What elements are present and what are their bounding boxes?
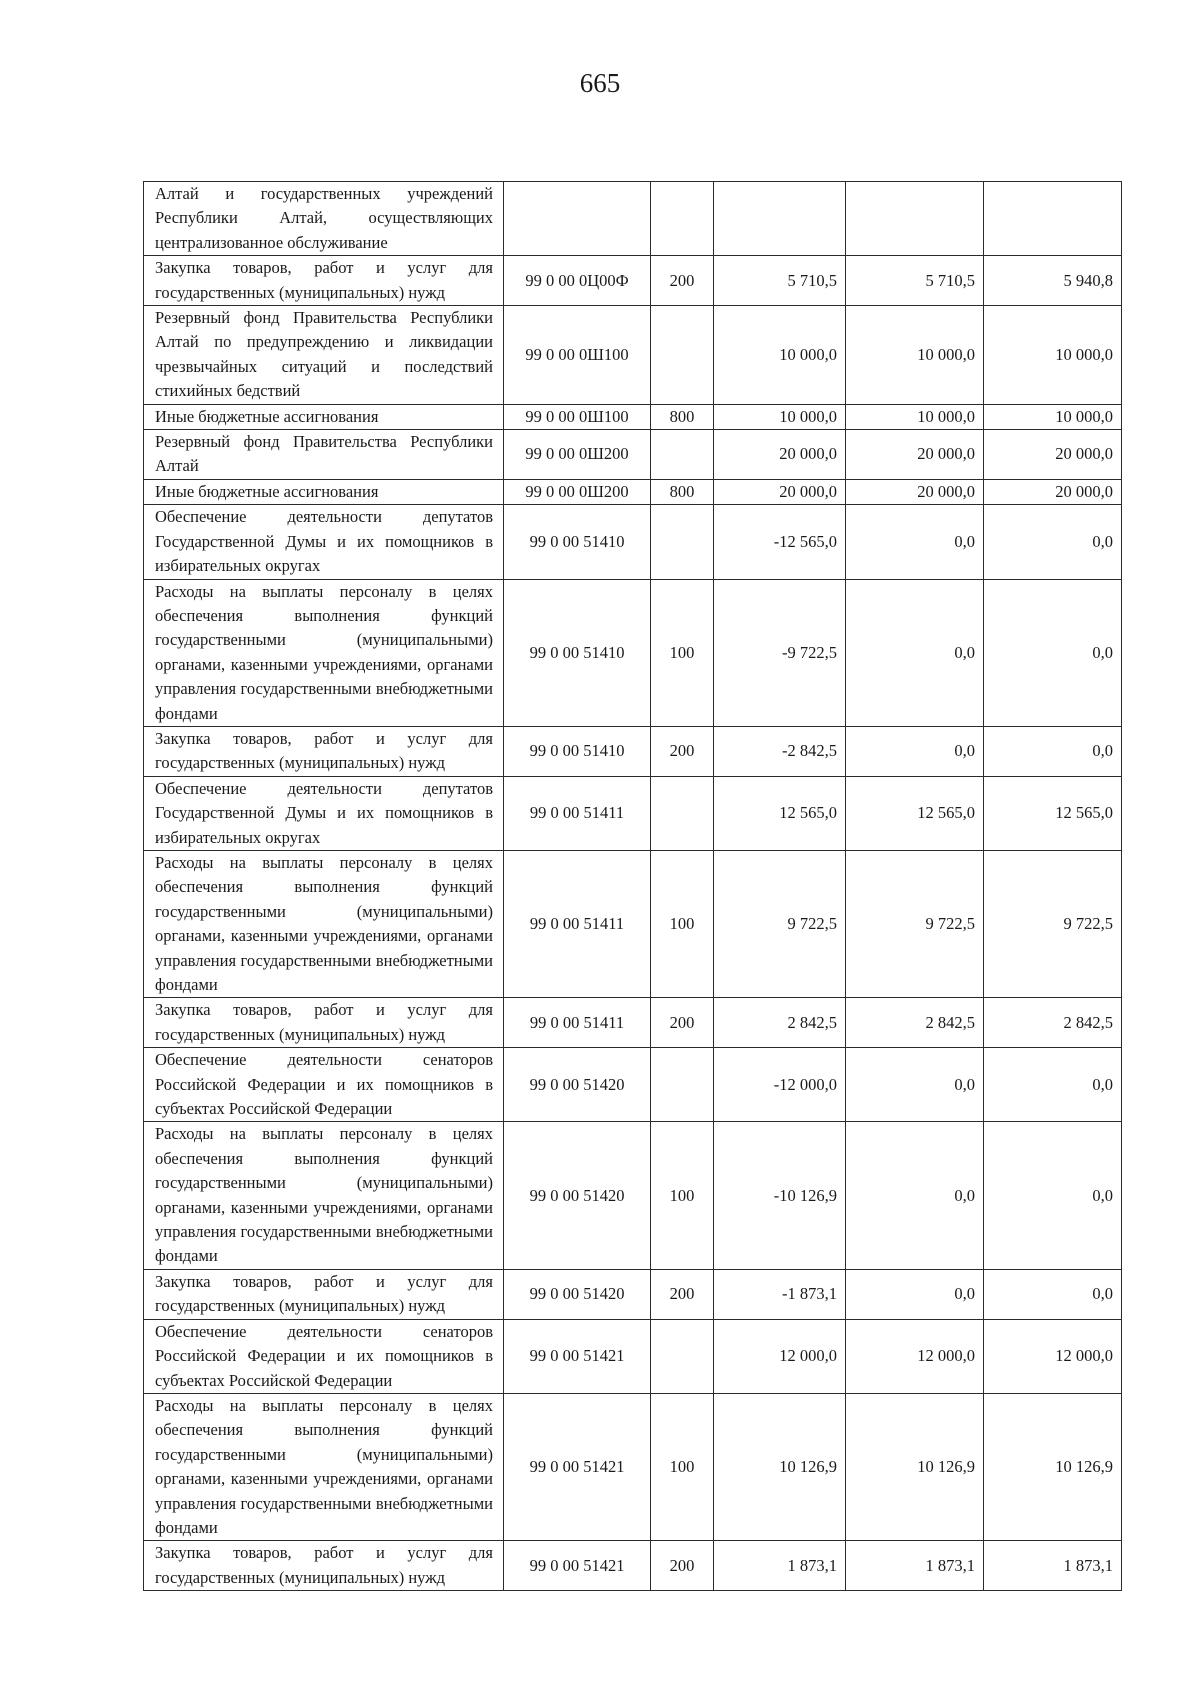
row-amount-2-cell: 0,0 bbox=[846, 726, 984, 776]
row-amount-1-cell: 1 873,1 bbox=[714, 1541, 846, 1591]
row-amount-3-cell: 1 873,1 bbox=[984, 1541, 1122, 1591]
table-row bbox=[144, 1122, 1122, 1269]
row-expense-type-cell bbox=[651, 306, 714, 405]
row-amount-1-cell: -9 722,5 bbox=[714, 579, 846, 726]
row-code-cell: 99 0 00 0Ц00Ф bbox=[504, 256, 651, 306]
row-name-cell: Закупка товаров, работ и услуг для государственных (муниципальных) нужд bbox=[144, 1269, 504, 1319]
row-expense-type-cell bbox=[651, 1319, 714, 1393]
row-expense-type-cell bbox=[651, 430, 714, 480]
row-name-cell: Закупка товаров, работ и услуг для государственных (муниципальных) нужд bbox=[144, 726, 504, 776]
row-amount-2-cell: 5 710,5 bbox=[846, 256, 984, 306]
row-amount-1-cell: 20 000,0 bbox=[714, 479, 846, 504]
row-code-cell: 99 0 00 51411 bbox=[504, 998, 651, 1048]
row-code-cell: 99 0 00 51421 bbox=[504, 1319, 651, 1393]
row-expense-type-cell: 100 bbox=[651, 850, 714, 997]
row-amount-2-cell: 9 722,5 bbox=[846, 850, 984, 997]
row-name-cell: Обеспечение деятельности сенаторов Российской Федерации и их помощников в субъектах Российской Федерации bbox=[144, 1319, 504, 1393]
table-row bbox=[144, 430, 1122, 480]
row-name-cell: Алтай и государственных учреждений Республики Алтай, осуществляющих централизованное обслуживание bbox=[144, 182, 504, 256]
row-amount-2-cell: 0,0 bbox=[846, 1122, 984, 1269]
row-code-cell: 99 0 00 51420 bbox=[504, 1269, 651, 1319]
row-amount-1-cell: -2 842,5 bbox=[714, 726, 846, 776]
row-code-cell: 99 0 00 51411 bbox=[504, 776, 651, 850]
row-amount-3-cell: 0,0 bbox=[984, 726, 1122, 776]
row-amount-3-cell: 10 126,9 bbox=[984, 1393, 1122, 1540]
row-amount-3-cell: 12 000,0 bbox=[984, 1319, 1122, 1393]
row-amount-1-cell: 10 126,9 bbox=[714, 1393, 846, 1540]
row-amount-3-cell bbox=[984, 182, 1122, 256]
row-amount-2-cell: 0,0 bbox=[846, 1269, 984, 1319]
row-amount-1-cell: 10 000,0 bbox=[714, 404, 846, 429]
row-expense-type-cell: 100 bbox=[651, 1393, 714, 1540]
row-name-cell: Иные бюджетные ассигнования bbox=[144, 404, 504, 429]
row-amount-1-cell: -10 126,9 bbox=[714, 1122, 846, 1269]
table-row bbox=[144, 182, 1122, 256]
budget-table-body bbox=[144, 182, 1122, 1591]
row-amount-2-cell: 10 000,0 bbox=[846, 404, 984, 429]
row-amount-1-cell: -12 565,0 bbox=[714, 505, 846, 579]
row-amount-2-cell: 10 126,9 bbox=[846, 1393, 984, 1540]
row-amount-3-cell: 10 000,0 bbox=[984, 306, 1122, 405]
row-expense-type-cell: 200 bbox=[651, 1541, 714, 1591]
row-name-cell: Расходы на выплаты персоналу в целях обеспечения выполнения функций государственными (муниципальными) органами, казенными учреждениями, органами управления государственными внебюджетными фондами bbox=[144, 579, 504, 726]
row-amount-2-cell: 2 842,5 bbox=[846, 998, 984, 1048]
row-amount-1-cell bbox=[714, 182, 846, 256]
table-row bbox=[144, 479, 1122, 504]
table-row bbox=[144, 850, 1122, 997]
row-expense-type-cell: 800 bbox=[651, 479, 714, 504]
row-expense-type-cell bbox=[651, 1048, 714, 1122]
row-code-cell: 99 0 00 51410 bbox=[504, 726, 651, 776]
row-expense-type-cell bbox=[651, 505, 714, 579]
row-name-cell: Иные бюджетные ассигнования bbox=[144, 479, 504, 504]
row-amount-2-cell: 0,0 bbox=[846, 579, 984, 726]
row-amount-2-cell bbox=[846, 182, 984, 256]
row-amount-2-cell: 10 000,0 bbox=[846, 306, 984, 405]
row-name-cell: Закупка товаров, работ и услуг для государственных (муниципальных) нужд bbox=[144, 1541, 504, 1591]
row-expense-type-cell bbox=[651, 776, 714, 850]
table-row bbox=[144, 1269, 1122, 1319]
row-amount-2-cell: 0,0 bbox=[846, 505, 984, 579]
row-name-cell: Закупка товаров, работ и услуг для государственных (муниципальных) нужд bbox=[144, 998, 504, 1048]
table-row bbox=[144, 404, 1122, 429]
row-amount-3-cell: 9 722,5 bbox=[984, 850, 1122, 997]
row-expense-type-cell: 800 bbox=[651, 404, 714, 429]
row-expense-type-cell: 200 bbox=[651, 1269, 714, 1319]
row-amount-1-cell: -12 000,0 bbox=[714, 1048, 846, 1122]
table-row bbox=[144, 256, 1122, 306]
page-number: 665 bbox=[579, 68, 621, 98]
row-name-cell: Обеспечение деятельности депутатов Государственной Думы и их помощников в избирательных округах bbox=[144, 505, 504, 579]
row-expense-type-cell bbox=[651, 182, 714, 256]
row-expense-type-cell: 200 bbox=[651, 998, 714, 1048]
row-expense-type-cell: 200 bbox=[651, 726, 714, 776]
row-amount-3-cell: 10 000,0 bbox=[984, 404, 1122, 429]
row-amount-3-cell: 20 000,0 bbox=[984, 430, 1122, 480]
table-row bbox=[144, 1048, 1122, 1122]
row-amount-2-cell: 20 000,0 bbox=[846, 479, 984, 504]
table-row bbox=[144, 579, 1122, 726]
row-amount-3-cell: 2 842,5 bbox=[984, 998, 1122, 1048]
row-amount-1-cell: 2 842,5 bbox=[714, 998, 846, 1048]
row-code-cell: 99 0 00 51420 bbox=[504, 1122, 651, 1269]
table-row bbox=[144, 1319, 1122, 1393]
row-code-cell bbox=[504, 182, 651, 256]
row-name-cell: Обеспечение деятельности депутатов Государственной Думы и их помощников в избирательных округах bbox=[144, 776, 504, 850]
row-name-cell: Обеспечение деятельности сенаторов Российской Федерации и их помощников в субъектах Российской Федерации bbox=[144, 1048, 504, 1122]
row-expense-type-cell: 100 bbox=[651, 1122, 714, 1269]
row-code-cell: 99 0 00 51420 bbox=[504, 1048, 651, 1122]
row-amount-3-cell: 0,0 bbox=[984, 1122, 1122, 1269]
row-code-cell: 99 0 00 51411 bbox=[504, 850, 651, 997]
row-code-cell: 99 0 00 0Ш200 bbox=[504, 430, 651, 480]
row-name-cell: Резервный фонд Правительства Республики Алтай по предупреждению и ликвидации чрезвычайных ситуаций и последствий стихийных бедствий bbox=[144, 306, 504, 405]
table-row bbox=[144, 998, 1122, 1048]
row-expense-type-cell: 100 bbox=[651, 579, 714, 726]
row-amount-2-cell: 0,0 bbox=[846, 1048, 984, 1122]
row-code-cell: 99 0 00 0Ш200 bbox=[504, 479, 651, 504]
row-name-cell: Расходы на выплаты персоналу в целях обеспечения выполнения функций государственными (муниципальными) органами, казенными учреждениями, органами управления государственными внебюджетными фондами bbox=[144, 850, 504, 997]
table-row bbox=[144, 505, 1122, 579]
row-code-cell: 99 0 00 0Ш100 bbox=[504, 404, 651, 429]
row-amount-3-cell: 0,0 bbox=[984, 1269, 1122, 1319]
row-code-cell: 99 0 00 51421 bbox=[504, 1393, 651, 1540]
row-amount-1-cell: 5 710,5 bbox=[714, 256, 846, 306]
table-row bbox=[144, 776, 1122, 850]
row-code-cell: 99 0 00 51410 bbox=[504, 505, 651, 579]
table-row bbox=[144, 1541, 1122, 1591]
row-amount-3-cell: 12 565,0 bbox=[984, 776, 1122, 850]
row-amount-1-cell: 10 000,0 bbox=[714, 306, 846, 405]
table-row bbox=[144, 306, 1122, 405]
row-amount-2-cell: 1 873,1 bbox=[846, 1541, 984, 1591]
row-amount-2-cell: 12 565,0 bbox=[846, 776, 984, 850]
row-amount-3-cell: 0,0 bbox=[984, 505, 1122, 579]
row-name-cell: Расходы на выплаты персоналу в целях обеспечения выполнения функций государственными (муниципальными) органами, казенными учреждениями, органами управления государственными внебюджетными фондами bbox=[144, 1393, 504, 1540]
row-name-cell: Расходы на выплаты персоналу в целях обеспечения выполнения функций государственными (муниципальными) органами, казенными учреждениями, органами управления государственными внебюджетными фондами bbox=[144, 1122, 504, 1269]
table-row bbox=[144, 726, 1122, 776]
row-amount-2-cell: 12 000,0 bbox=[846, 1319, 984, 1393]
row-amount-1-cell: 12 565,0 bbox=[714, 776, 846, 850]
row-amount-2-cell: 20 000,0 bbox=[846, 430, 984, 480]
row-amount-3-cell: 0,0 bbox=[984, 1048, 1122, 1122]
row-amount-1-cell: 20 000,0 bbox=[714, 430, 846, 480]
budget-table bbox=[143, 181, 1122, 1591]
row-expense-type-cell: 200 bbox=[651, 256, 714, 306]
row-name-cell: Резервный фонд Правительства Республики Алтай bbox=[144, 430, 504, 480]
row-amount-1-cell: 9 722,5 bbox=[714, 850, 846, 997]
row-name-cell: Закупка товаров, работ и услуг для государственных (муниципальных) нужд bbox=[144, 256, 504, 306]
row-amount-1-cell: 12 000,0 bbox=[714, 1319, 846, 1393]
row-code-cell: 99 0 00 0Ш100 bbox=[504, 306, 651, 405]
row-code-cell: 99 0 00 51421 bbox=[504, 1541, 651, 1591]
row-amount-1-cell: -1 873,1 bbox=[714, 1269, 846, 1319]
row-code-cell: 99 0 00 51410 bbox=[504, 579, 651, 726]
row-amount-3-cell: 5 940,8 bbox=[984, 256, 1122, 306]
table-row bbox=[144, 1393, 1122, 1540]
row-amount-3-cell: 0,0 bbox=[984, 579, 1122, 726]
row-amount-3-cell: 20 000,0 bbox=[984, 479, 1122, 504]
